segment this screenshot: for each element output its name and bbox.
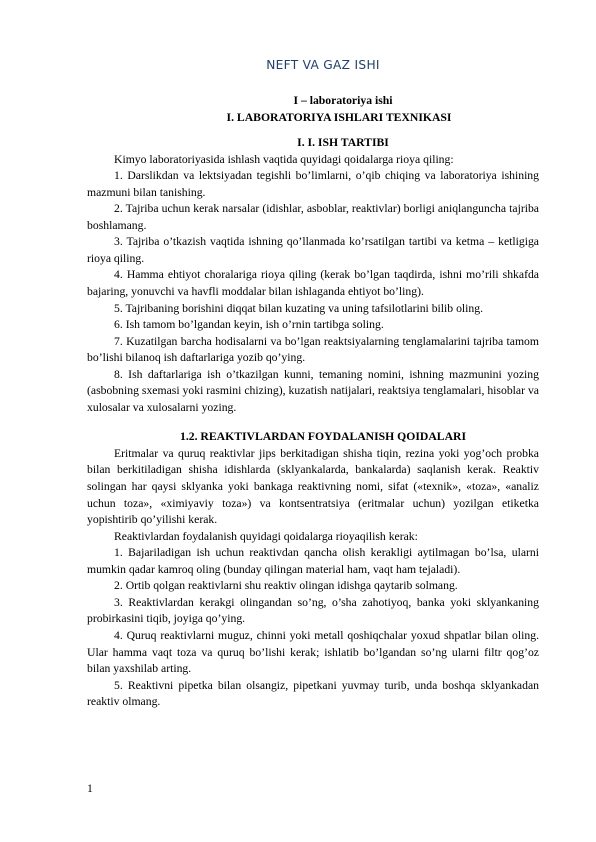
section2-item-1: 1. Bajariladigan ish uchun reaktivdan qancha olish kerakligi aytilmagan bo’lsa, ularni mumkin qadar kamroq oling (bunday qilingan material ham, vaqt ham tejaladi).: [87, 546, 539, 576]
section2-item-3: 3. Reaktivlardan kerakgi olingandan so’ng, o’sha zahotiyoq, banka yoki sklyankaning probirkasini tiqib, joyiga qo’ying.: [87, 595, 539, 626]
section1-item-1: 1. Darslikdan va lektsiyadan tegishli bo’limlarni, o’qib chiqing va laboratoriya ishining mazmuni bilan tanishing.: [87, 169, 539, 199]
section1-item-3: 3. Tajriba o’tkazish vaqtida ishning qo’llanmada ko’rsatilgan tartibi va ketma – ketligiga rioya qiling.: [87, 235, 539, 265]
section2-heading: 1.2. REAKTIVLARDAN FOYDALANISH QOIDALARI: [179, 430, 467, 444]
section1-item-6: 6. Ish tamom bo’lgandan keyin, ish o’rnin tartibga soling.: [114, 318, 384, 332]
section1-intro: Kimyo laboratoriyasida ishlash vaqtida quyidagi qoidalarga rioya qiling:: [114, 152, 454, 166]
section2-item-2: 2. Ortib qolgan reaktivlarni shu reaktiv olingan idishga qaytarib solmang.: [114, 579, 458, 593]
section1-item-5: 5. Tajribaning borishini diqqat bilan kuzating va uning tafsilotlarini bilib oling.: [114, 301, 484, 315]
section1-item-8: 8. Ish daftarlariga ish o’tkazilgan kunni, temaning nomini, ishning mazmunini yozing (asbobning sxemasi yoki rasmini chizing), kuzatish natijalari, reaktsiya tenglamalari, hisoblar va xulosalar va xulosalarni yozing.: [87, 367, 539, 414]
page-number: 1: [87, 782, 93, 795]
section1-heading: I. I. ISH TARTIBI: [297, 136, 389, 150]
section2-item-5: 5. Reaktivni pipetka bilan olsangiz, pipetkani yuvmay turib, unda boshqa sklyankadan reaktiv olmang.: [87, 678, 539, 709]
section1-item-2: 2. Tajriba uchun kerak narsalar (idishlar, asboblar, reaktivlar) borligi aniqlanguncha tajriba boshlamang.: [87, 202, 539, 232]
page-header-title: NEFT VA GAZ ISHI: [266, 58, 380, 72]
lab-title: I. LABORATORIYA ISHLARI TEXNIKASI: [226, 110, 452, 124]
lab-number: I – laboratoriya ishi: [293, 94, 393, 107]
section2-item-4: 4. Quruq reaktivlarni muguz, chinni yoki metall qoshiqchalar yoxud shpatlar bilan oling. Ular hamma vaqt toza va quruq bo’lishi kerak; ishlatib bo’lgandan so’ng ularni filtr qog’oz bilan yaxshilab arting.: [87, 628, 539, 676]
section1-item-4: 4. Hamma ehtiyot choralariga rioya qiling (kerak bo’lgan taqdirda, ishni mo’rili shkafda bajaring, yonuvchi va havfli moddalar bilan ishlaganda ehtiyot bo’ling).: [87, 268, 539, 299]
section2-intro: Reaktivlardan foydalanish quyidagi qoidalarga rioyaqilish kerak:: [114, 529, 418, 543]
section1-item-7: 7. Kuzatilgan barcha hodisalarni va bo’lgan reaktsiyalarning tenglamalarini tajriba tamom bo’lishi bilanoq ish daftarlariga yozib qo’ying.: [87, 334, 539, 365]
document-body: [87, 93, 539, 711]
section2-paragraph: Eritmalar va quruq reaktivlar jips berkitadigan shisha tiqin, rezina yoki yog’och probka bilan berkitiladigan shisha idishlarda (sklyankalarda, bankalarda) saqlanish kerak. Reaktiv solingan har qaysi sklyanka yoki bankaga reaktivning nomi, sifat («texnik», «toza», «analiz uchun toza», «ximiyaviy toza») va kontsentratsiya (eritmalar uchun) yozilgan etiketka yopishtirib qo’yilishi kerak.: [87, 446, 539, 527]
